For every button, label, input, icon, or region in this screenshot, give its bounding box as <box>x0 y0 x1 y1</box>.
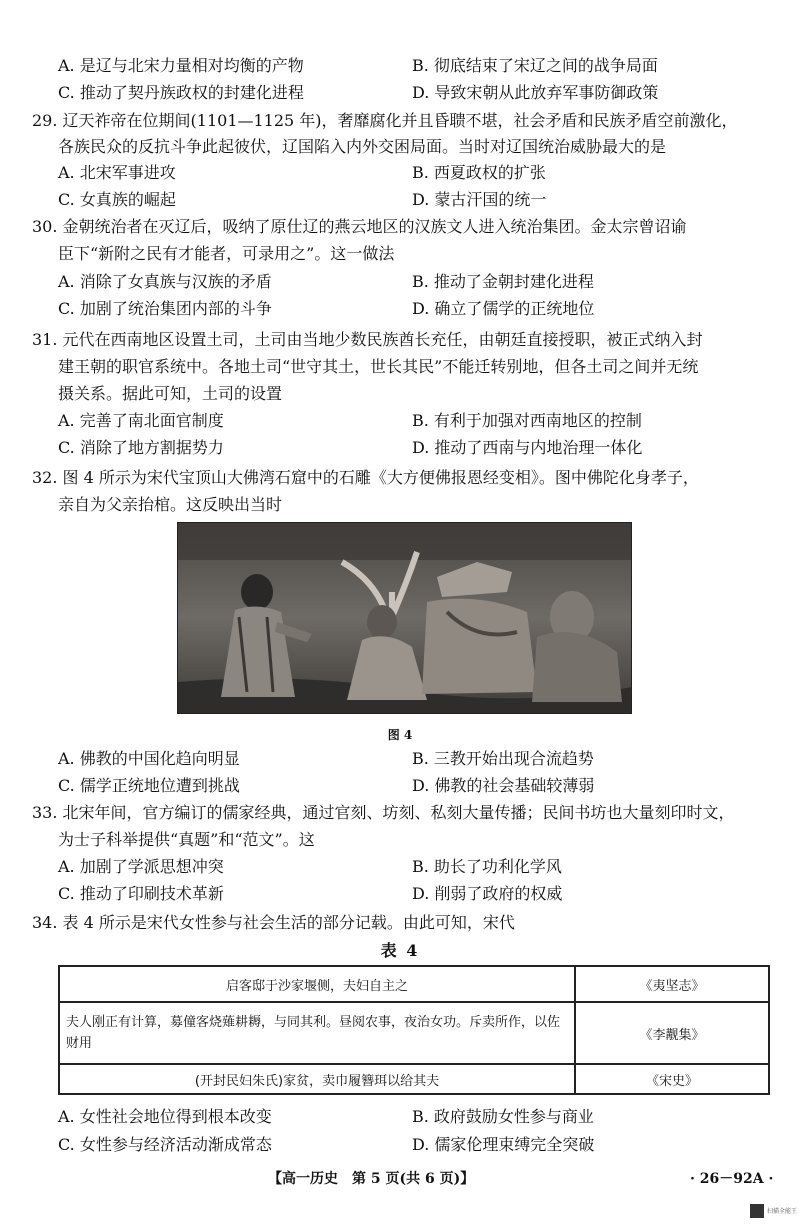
q29-option-d: D. 蒙古汗国的统一 <box>412 190 547 209</box>
q29-option-b: B. 西夏政权的扩张 <box>412 163 546 182</box>
q34-option-a: A. 女性社会地位得到根本改变 <box>58 1107 272 1126</box>
q30-option-a: A. 消除了女真族与汉族的矛盾 <box>58 272 272 291</box>
q31-option-a: A. 完善了南北面官制度 <box>58 411 224 430</box>
q34-stem-line1: 34. 表 4 所示是宋代女性参与社会生活的部分记载。由此可知，宋代 <box>32 913 515 932</box>
table-row <box>59 966 769 1002</box>
figure-4-caption: 图 4 <box>387 728 413 742</box>
q31-option-d: D. 推动了西南与内地治理一体化 <box>412 438 643 457</box>
q29-stem-line1: 29. 辽天祚帝在位期间(1101—1125 年)，奢靡腐化并且昏聩不堪，社会矛盾和民族矛盾空前激化， <box>32 111 738 130</box>
scanner-watermark: 扫描全能王 <box>767 1208 798 1215</box>
q30-option-d: D. 确立了儒学的正统地位 <box>412 299 595 318</box>
q31-stem-line2: 建王朝的职官系统中。各地土司“世守其土，世长其民”不能迁转别地，但各土司之间并无统 <box>58 357 699 376</box>
q33-option-c: C. 推动了印刷技术革新 <box>58 884 224 903</box>
table-cell-source: 《李觏集》 <box>575 1002 769 1064</box>
q31-stem-line3: 摄关系。据此可知，土司的设置 <box>58 384 283 403</box>
q28-option-b: B. 彻底结束了宋辽之间的战争局面 <box>412 56 658 75</box>
q33-option-b: B. 助长了功利化学风 <box>412 857 562 876</box>
q31-option-c: C. 消除了地方割据势力 <box>58 438 224 457</box>
table-4-caption: 表 4 <box>380 941 420 960</box>
table-cell-source: 《夷坚志》 <box>575 966 769 1002</box>
q28-option-c: C. 推动了契丹族政权的封建化进程 <box>58 83 304 102</box>
q33-stem-line1: 33. 北宋年间，官方编订的儒家经典，通过官刻、坊刻、私刻大量传播；民间书坊也大量刻印时文， <box>32 803 735 822</box>
q30-stem-line1: 30. 金朝统治者在灭辽后，吸纳了原仕辽的燕云地区的汉族文人进入统治集团。金太宗曾诏谕 <box>32 217 687 236</box>
q32-option-b: B. 三教开始出现合流趋势 <box>412 749 594 768</box>
q32-option-c: C. 儒学正统地位遭到挑战 <box>58 776 240 795</box>
q33-option-d: D. 削弱了政府的权威 <box>412 884 563 903</box>
q31-option-b: B. 有利于加强对西南地区的控制 <box>412 411 642 430</box>
q32-option-d: D. 佛教的社会基础较薄弱 <box>412 776 595 795</box>
q34-option-b: B. 政府鼓励女性参与商业 <box>412 1107 594 1126</box>
q30-option-b: B. 推动了金朝封建化进程 <box>412 272 594 291</box>
q33-stem-line2: 为士子科举提供“真题”和“范文”。这 <box>58 830 315 849</box>
q34-option-c: C. 女性参与经济活动渐成常态 <box>58 1135 272 1154</box>
q28-option-a: A. 是辽与北宋力量相对均衡的产物 <box>58 56 304 75</box>
q29-option-c: C. 女真族的崛起 <box>58 190 176 209</box>
table-cell-record: 夫人刚正有计算，募僮客烧薙耕耨，与同其利。昼阅农事，夜治女功。斥卖所作，以佐财用 <box>59 1002 575 1064</box>
table-row <box>59 1064 769 1094</box>
q34-option-d: D. 儒家伦理束缚完全突破 <box>412 1135 595 1154</box>
table-4 <box>58 965 770 1095</box>
q29-stem-line2: 各族民众的反抗斗争此起彼伏，辽国陷入内外交困局面。当时对辽国统治威胁最大的是 <box>58 137 667 156</box>
q33-option-a: A. 加剧了学派思想冲突 <box>58 857 224 876</box>
table-row <box>59 1002 769 1064</box>
stone-relief-image <box>177 522 632 714</box>
q31-stem-line1: 31. 元代在西南地区设置土司，土司由当地少数民族酋长充任，由朝廷直接授职，被正式纳入封 <box>32 330 703 349</box>
exam-code: · 26－92A · <box>690 1171 774 1187</box>
q32-stem-line1: 32. 图 4 所示为宋代宝顶山大佛湾石窟中的石雕《大方便佛报恩经变相》。图中佛陀化身孝子， <box>32 468 699 487</box>
page-footer: 【高一历史 第 5 页(共 6 页)】 <box>268 1171 475 1187</box>
q30-option-c: C. 加剧了统治集团内部的斗争 <box>58 299 272 318</box>
q32-option-a: A. 佛教的中国化趋向明显 <box>58 749 240 768</box>
qr-code-icon <box>750 1204 764 1218</box>
table-cell-source: 《宋史》 <box>575 1064 769 1094</box>
table-cell-record: 启客邸于沙家堰侧，夫妇自主之 <box>59 966 575 1002</box>
q30-stem-line2: 臣下“新附之民有才能者，可录用之”。这一做法 <box>58 244 395 263</box>
table-cell-record: (开封民妇朱氏)家贫，卖巾履簪珥以给其夫 <box>59 1064 575 1094</box>
figure-4-stone-relief <box>177 522 632 714</box>
q28-option-d: D. 导致宋朝从此放弃军事防御政策 <box>412 83 659 102</box>
q29-option-a: A. 北宋军事进攻 <box>58 163 176 182</box>
q32-stem-line2: 亲自为父亲抬棺。这反映出当时 <box>58 495 283 514</box>
